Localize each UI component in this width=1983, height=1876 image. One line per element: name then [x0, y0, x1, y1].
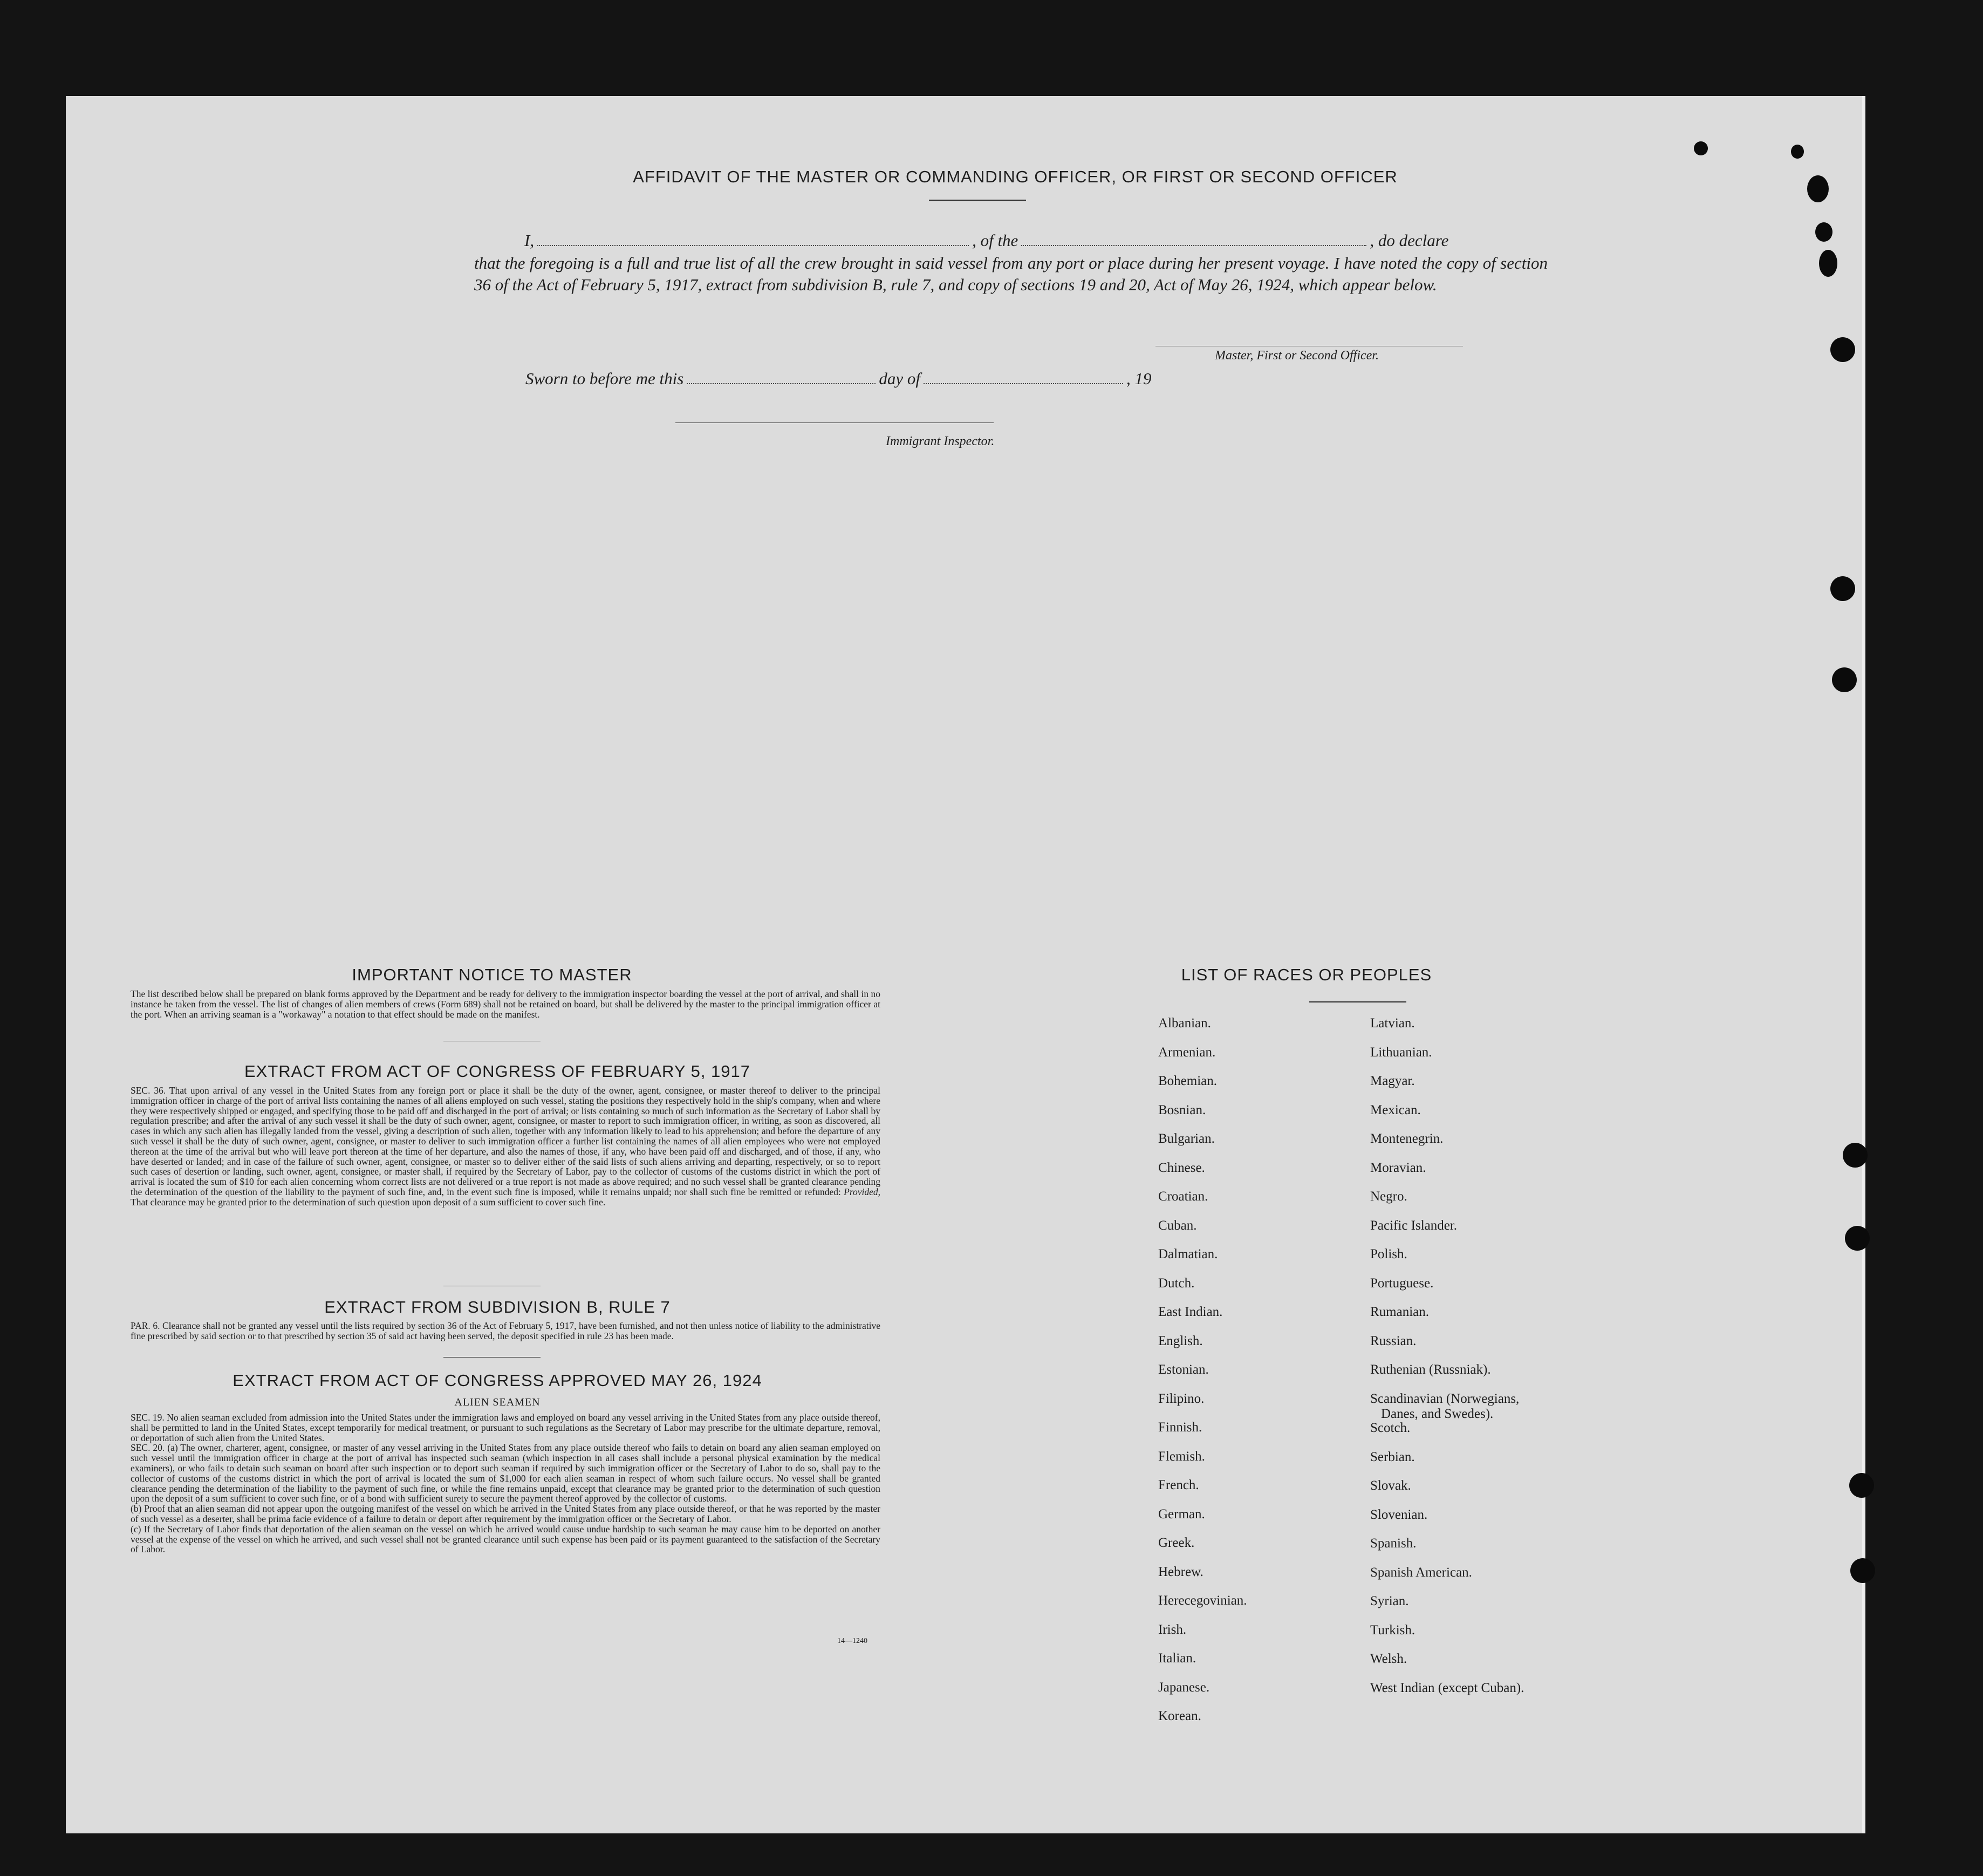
binder-hole [1843, 1143, 1868, 1168]
race-item: Negro. [1370, 1189, 1407, 1204]
inspector-signature-line [675, 422, 994, 423]
race-item: Slovenian. [1370, 1507, 1428, 1522]
sec-20c-text: (c) If the Secretary of Labor finds that deportation of the alien seaman on the vessel on which he arrived would cause undue hardship to such seaman he may cause him to be deported on another vessel at the expense of the vessel on which he arrived, and such vessel shall not be granted clearance until such expense has been paid or its payment guaranteed to the satisfaction of the Secretary of Labor. [131, 1523, 880, 1555]
rule7-body: PAR. 6. Clearance shall not be granted any vessel until the lists required by section 36 of the Act of February 5, 1917, have been furnished, and not then unless notice of liability to the administrative fine prescribed by said section or to that prescribed by section 35 of said act having been served, the deposit specified in rule 23 has been made. [131, 1320, 880, 1341]
race-item: Mexican. [1370, 1102, 1421, 1117]
race-item: Irish. [1158, 1622, 1187, 1637]
sec-19-text: SEC. 19. No alien seaman excluded from admission into the United States under the immigration laws and employed on board any vessel arriving in the United States from any place outside thereof, shall be permitted to land in the United States, except temporarily for medical treatment, or pursuant to such regulations as the Secretary of Labor may prescribe for the ultimate departure, removal, or deportation of such alien from the United States. [131, 1412, 880, 1443]
binder-hole [1832, 667, 1857, 692]
sec-20b-text: (b) Proof that an alien seaman did not appear upon the outgoing manifest of the vessel on which he arrived in the United States from any place outside thereof, or that he was reported by the master of such vessel as a deserter, shall be prima facie evidence of a failure to detain or deport after requirement by the immigration officer or the Secretary of Labor. [131, 1503, 880, 1524]
affidavit-first-line [524, 231, 1603, 250]
races-title: LIST OF RACES OR PEOPLES [1181, 965, 1432, 984]
race-item: Korean. [1158, 1709, 1201, 1723]
race-item: Pacific Islander. [1370, 1218, 1458, 1233]
race-item: Greek. [1158, 1536, 1195, 1550]
race-item: Polish. [1370, 1247, 1407, 1261]
race-item: Russian. [1370, 1333, 1417, 1348]
notice-body: The list described below shall be prepared on blank forms approved by the Department and be ready for delivery to the immigration inspector boarding the vessel at the port of arrival, and shall in no instance be taken from the vessel. The list of changes of alien members of crews (Form 689) shall not be retained on board, but shall be delivered by the master to the principal immigration officer at the port. When an arriving seaman is a "workaway" a notation to that effect should be made on the manifest. [131, 988, 880, 1020]
race-item: Bohemian. [1158, 1074, 1218, 1088]
affidavit-title-rule [929, 200, 1026, 201]
race-item-continuation: Danes, and Swedes). [1381, 1406, 1494, 1421]
race-item: German. [1158, 1506, 1205, 1522]
year-label: , 19 [1126, 369, 1152, 388]
race-item: Armenian. [1158, 1045, 1216, 1060]
race-item: English. [1158, 1333, 1203, 1348]
extract-1924-body [131, 1413, 880, 1554]
sec-20a-text: SEC. 20. (a) The owner, charterer, agent, consignee, or master of any vessel arriving in the United States from any place outside thereof who fails to detain on board any alien seaman employed on such vessel until the immigration officer in charge at the port of arrival has inspected such seaman (which inspection in all cases shall include a personal physical examination by the medical examiners), or who fails to detain such seaman on board after such inspection or to deport such seaman if required by such immigration officer or the Secretary of Labor to do so, shall pay to the collector of customs of the customs district in which the port of arrival is located the sum of $1,000 for each alien seaman in respect of whom such failure occurs. No vessel shall be granted clearance pending the determination of the liability to the payment of such fine, or while the fine remains unpaid, except that clearance may be granted prior to the determination of such question upon the deposit of a sum sufficient to cover such fine, or of a bond with sufficient surety to secure the payment thereof approved by the collector of customs. [131, 1442, 880, 1504]
paper-speck [1807, 175, 1829, 202]
extract-1917-proviso: Provided, [844, 1186, 881, 1197]
race-item: Filipino. [1158, 1391, 1205, 1406]
races-title-rule [1309, 1001, 1406, 1002]
binder-hole [1849, 1473, 1874, 1498]
race-item: Slovak. [1370, 1478, 1411, 1493]
race-item: Lithuanian. [1370, 1045, 1432, 1060]
binder-hole [1830, 576, 1855, 601]
race-item: Croatian. [1158, 1189, 1208, 1204]
master-signature-label: Master, First or Second Officer. [1215, 349, 1379, 363]
affidavit-body: that the foregoing is a full and true list of all the crew brought in said vessel from any port or place during her present voyage. I have noted the copy of section 36 of the Act of February 5, 1917, extract from subdivision B, rule 7, and copy of sections 19 and 20, Act of May 26, 1924, which appear below. [474, 254, 1548, 294]
month-blank [924, 382, 1123, 384]
sworn-label: Sworn to before me this [525, 369, 684, 388]
race-item: Chinese. [1158, 1160, 1205, 1175]
race-item: Welsh. [1370, 1652, 1407, 1666]
race-item: Italian. [1158, 1651, 1196, 1666]
sworn-line [525, 369, 1151, 388]
race-item: Latvian. [1370, 1016, 1415, 1031]
race-item: Bosnian. [1158, 1102, 1206, 1117]
race-item: French. [1158, 1478, 1199, 1492]
race-item: Dalmatian. [1158, 1247, 1218, 1261]
race-item: Moravian. [1370, 1160, 1426, 1175]
race-item: Herecegovinian. [1158, 1593, 1247, 1608]
affidavit-declare: , do declare [1370, 231, 1449, 250]
rule7-title: EXTRACT FROM SUBDIVISION B, RULE 7 [324, 1298, 671, 1316]
race-item: Ruthenian (Russniak). [1370, 1362, 1491, 1377]
extract-1917-title: EXTRACT FROM ACT OF CONGRESS OF FEBRUARY 5, 1917 [244, 1062, 751, 1081]
race-item: West Indian (except Cuban). [1370, 1680, 1524, 1695]
binder-hole [1830, 337, 1855, 362]
extract-1917-text-end: That clearance may be granted prior to the determination of such question upon deposit of a sum sufficient to cover such fine. [131, 1196, 606, 1208]
extract-1917-text: SEC. 36. That upon arrival of any vessel in the United States from any foreign port or place it shall be the duty of the owner, agent, consignee, or master thereof to deliver to the principal immigration officer in charge of the port of arrival lists containing the names of all aliens employed on such vessel, stating the positions they respectively hold in the ship's company, when and where they were respectively shipped or engaged, and specifying those to be paid off and discharged in the port of arrival; or lists containing so much of such information as the Secretary of Labor shall by regulation prescribe; and after the arrival of any such vessel it shall be the duty of such owner, agent, consignee, or master to report to such immigration officer, in writing, as soon as discovered, all cases in which any such alien has illegally landed from the vessel, giving a description of such alien, together with any information likely to lead to his apprehension; and before the departure of any such vessel it shall be the duty of such owner, agent, consignee, or master to deliver to such immigration officer a further list containing the names of all alien employees who were not employed thereon at the time of the arrival but who will leave port thereon at the time of her departure, and also the names of those, if any, who have been paid off and discharged, and of those, if any, who have deserted or landed; and in case of the failure of such owner, agent, consignee, or master so to deliver either of the said lists of such aliens arriving and departing, respectively, or so to report such cases of desertion or landing, such owner, agent, consignee, or master shall, if required by the Secretary of Labor, pay to the collector of customs of the customs district in which the port of arrival is located the sum of $10 for each alien concerning whom correct lists are not delivered or a true report is not made as above required; and no such vessel shall be granted clearance pending the determination of the question of the liability to the payment of such fine, and, in the event such fine is imposed, while it remains unpaid; nor shall such fine be remitted or refunded: [131, 1085, 880, 1197]
affidavit-of-the: , of the [972, 231, 1018, 250]
paper-speck [1791, 145, 1804, 159]
race-item: Montenegrin. [1370, 1131, 1444, 1146]
race-item: Portuguese. [1370, 1275, 1434, 1291]
race-item: Cuban. [1158, 1218, 1197, 1233]
form-number: 14—1240 [837, 1637, 867, 1645]
notice-title: IMPORTANT NOTICE TO MASTER [352, 965, 632, 984]
race-item: Dutch. [1158, 1275, 1195, 1291]
race-item: Flemish. [1158, 1449, 1205, 1464]
race-item: Finnish. [1158, 1420, 1202, 1435]
affidavit-title: AFFIDAVIT OF THE MASTER OR COMMANDING OFFICER, OR FIRST OR SECOND OFFICER [633, 167, 1398, 186]
paper-speck [1819, 250, 1837, 277]
affidavit-i: I, [524, 231, 535, 250]
race-item: Syrian. [1370, 1594, 1409, 1608]
vessel-blank [1021, 244, 1366, 246]
inspector-signature-label: Immigrant Inspector. [886, 434, 995, 448]
extract-1924-subtitle: ALIEN SEAMEN [454, 1396, 541, 1408]
race-item: Hebrew. [1158, 1564, 1204, 1579]
form-page [66, 96, 1865, 1833]
race-item: Bulgarian. [1158, 1131, 1215, 1146]
race-item: East Indian. [1158, 1305, 1223, 1319]
race-item: Scandinavian (Norwegians, [1370, 1391, 1520, 1406]
name-blank [537, 244, 969, 246]
race-item: Albanian. [1158, 1016, 1211, 1031]
race-item: Turkish. [1370, 1622, 1416, 1638]
race-item: Spanish American. [1370, 1565, 1472, 1580]
race-item: Estonian. [1158, 1362, 1209, 1377]
race-item: Spanish. [1370, 1536, 1417, 1551]
paper-speck [1815, 222, 1832, 242]
race-item: Rumanian. [1370, 1305, 1430, 1319]
binder-hole [1850, 1558, 1875, 1583]
extract-1917-body [131, 1086, 880, 1208]
race-item: Serbian. [1370, 1449, 1415, 1464]
day-blank [687, 382, 876, 384]
race-item: Japanese. [1158, 1680, 1210, 1695]
extract-1924-title: EXTRACT FROM ACT OF CONGRESS APPROVED MAY 26, 1924 [233, 1371, 762, 1390]
binder-hole [1845, 1226, 1870, 1251]
race-item: Scotch. [1370, 1421, 1411, 1435]
race-item: Magyar. [1370, 1074, 1415, 1088]
day-of-label: day of [879, 369, 920, 388]
paper-speck [1694, 141, 1708, 155]
